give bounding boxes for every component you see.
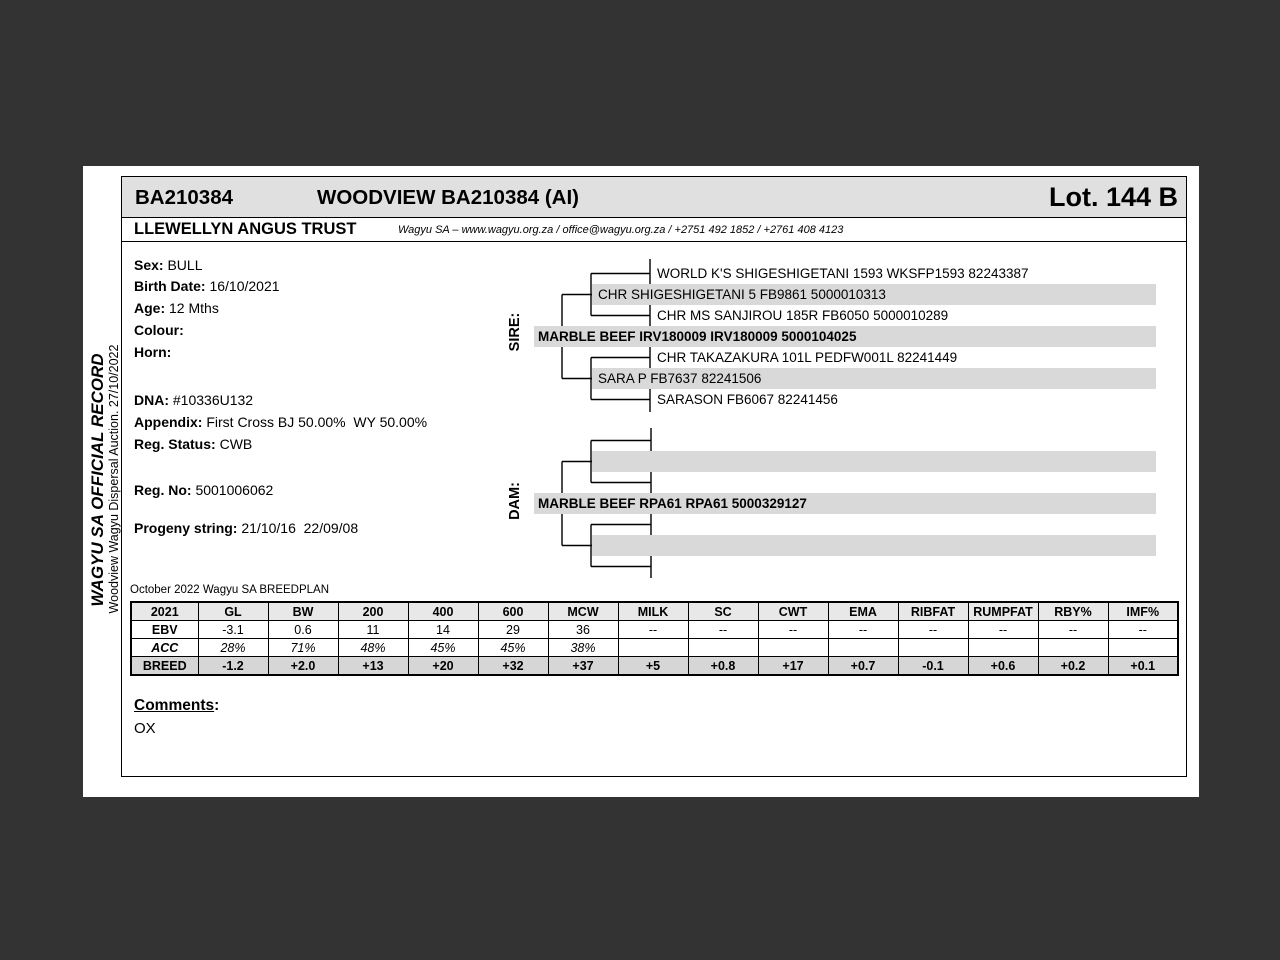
breedplan-row-label: EBV [131, 621, 198, 639]
society-contact-line: Wagyu SA – www.wagyu.org.za / office@wagyu.org.za / +2751 492 1852 / +2761 408 4123 [398, 224, 844, 236]
breedplan-col-header: BW [268, 602, 338, 621]
breedplan-value-cell: -- [828, 621, 898, 639]
detail-label: Appendix: [134, 414, 203, 430]
breedplan-value-cell: +2.0 [268, 657, 338, 676]
detail-value: 12 Mths [169, 300, 219, 316]
breedplan-col-header: RIBFAT [898, 602, 968, 621]
breedplan-value-cell: -- [898, 621, 968, 639]
detail-value: #10336U132 [172, 392, 254, 408]
breedplan-value-cell: +0.8 [688, 657, 758, 676]
breedplan-value-cell: +17 [758, 657, 828, 676]
detail-value: 21/10/16 22/09/08 [241, 520, 359, 536]
breedplan-value-cell [688, 639, 758, 657]
breedplan-value-cell: -- [968, 621, 1038, 639]
breedplan-col-header: IMF% [1108, 602, 1178, 621]
breedplan-row-label: ACC [131, 639, 198, 657]
breedplan-value-cell: +5 [618, 657, 688, 676]
breedplan-value-cell: 36 [548, 621, 618, 639]
breedplan-col-header: 200 [338, 602, 408, 621]
breedplan-value-cell: -- [688, 621, 758, 639]
pedigree-sire: MARBLE BEEF IRV180009 IRV180009 5000104025 [534, 326, 1156, 347]
breedplan-value-cell: -- [758, 621, 828, 639]
breedplan-table [130, 601, 1179, 676]
detail-label: Sex: [134, 257, 164, 273]
detail-value: 5001006062 [195, 482, 274, 498]
breedplan-value-cell: +0.2 [1038, 657, 1108, 676]
breedplan-col-header: 600 [478, 602, 548, 621]
breedplan-value-cell: 0.6 [268, 621, 338, 639]
breedplan-value-cell: 11 [338, 621, 408, 639]
breedplan-value-cell [1038, 639, 1108, 657]
official-record-vertical-title: WAGYU SA OFFICIAL RECORD [88, 353, 107, 607]
detail-label: Birth Date: [134, 278, 206, 294]
comments-heading-text: Comments [134, 697, 215, 714]
pedigree-sire-grandsire-dam: CHR MS SANJIROU 185R FB6050 5000010289 [657, 308, 949, 323]
animal-id: BA210384 [135, 186, 234, 209]
breedplan-col-header: EMA [828, 602, 898, 621]
breedplan-value-cell: +20 [408, 657, 478, 676]
breedplan-acc-row [131, 639, 1178, 657]
breedplan-col-header: GL [198, 602, 268, 621]
breedplan-value-cell: -1.2 [198, 657, 268, 676]
breedplan-value-cell [758, 639, 828, 657]
breedplan-value-cell: -3.1 [198, 621, 268, 639]
pedigree-sire-grandsire: CHR SHIGESHIGETANI 5 FB9861 5000010313 [592, 284, 1156, 305]
breedplan-value-cell: +32 [478, 657, 548, 676]
pedigree-dam: MARBLE BEEF RPA61 RPA61 5000329127 [534, 493, 1156, 514]
breedplan-ebv-row [131, 621, 1178, 639]
sire-section-label: SIRE: [507, 312, 523, 352]
breedplan-caption: October 2022 Wagyu SA BREEDPLAN [130, 584, 330, 596]
breedplan-value-cell: 45% [478, 639, 548, 657]
detail-label: Horn: [134, 344, 172, 360]
animal-name: WOODVIEW BA210384 (AI) [317, 186, 579, 209]
breedplan-value-cell: -- [1038, 621, 1108, 639]
breedplan-value-cell [968, 639, 1038, 657]
pedigree-sire-granddam: SARA P FB7637 82241506 [592, 368, 1156, 389]
breedplan-value-cell: 45% [408, 639, 478, 657]
breedplan-value-cell: 38% [548, 639, 618, 657]
pedigree-sire-grandsire-sire: WORLD K'S SHIGESHIGETANI 1593 WKSFP1593 82243387 [657, 266, 1029, 281]
pedigree-dam-granddam [592, 535, 1156, 556]
breedplan-col-header: MILK [618, 602, 688, 621]
breedplan-value-cell: 48% [338, 639, 408, 657]
breedplan-value-cell: -- [618, 621, 688, 639]
breedplan-col-header: CWT [758, 602, 828, 621]
record-page [83, 166, 1199, 797]
detail-label: DNA: [134, 392, 169, 408]
auction-vertical-subtitle: Woodview Wagyu Dispersal Auction. 27/10/2022 [107, 344, 121, 614]
detail-label: Reg. No: [134, 482, 192, 498]
breedplan-value-cell: +13 [338, 657, 408, 676]
breedplan-value-cell: 28% [198, 639, 268, 657]
dam-section-label: DAM: [507, 482, 523, 520]
detail-label: Age: [134, 300, 166, 316]
breedplan-value-cell: +0.6 [968, 657, 1038, 676]
owner-name: LLEWELLYN ANGUS TRUST [134, 220, 357, 238]
breedplan-value-cell [1108, 639, 1178, 657]
breedplan-value-cell: +0.7 [828, 657, 898, 676]
breedplan-col-header: MCW [548, 602, 618, 621]
breedplan-col-header: SC [688, 602, 758, 621]
record-border-box [121, 176, 1187, 777]
comments-value: OX [134, 720, 156, 737]
breedplan-value-cell: -0.1 [898, 657, 968, 676]
breedplan-value-cell [828, 639, 898, 657]
pedigree-sire-granddam-dam: SARASON FB6067 82241456 [657, 392, 838, 407]
breedplan-col-header: 400 [408, 602, 478, 621]
breedplan-value-cell: 29 [478, 621, 548, 639]
lot-number: Lot. 144 B [1048, 182, 1178, 212]
breedplan-value-cell: -- [1108, 621, 1178, 639]
breedplan-col-header: RBY% [1038, 602, 1108, 621]
detail-value: 16/10/2021 [209, 278, 280, 294]
breedplan-col-header: RUMPFAT [968, 602, 1038, 621]
pedigree-sire-granddam-sire: CHR TAKAZAKURA 101L PEDFW001L 82241449 [657, 350, 958, 365]
detail-value: BULL [167, 257, 203, 273]
pedigree-dam-grandsire [592, 451, 1156, 472]
detail-label: Colour: [134, 322, 184, 338]
breedplan-col-header: 2021 [131, 602, 198, 621]
breedplan-row-label: BREED [131, 657, 198, 676]
breedplan-value-cell: +37 [548, 657, 618, 676]
breedplan-value-cell [898, 639, 968, 657]
breedplan-value-cell: 14 [408, 621, 478, 639]
detail-value: CWB [219, 436, 253, 452]
breedplan-value-cell [618, 639, 688, 657]
detail-label: Progeny string: [134, 520, 238, 536]
detail-value: First Cross BJ 50.00% WY 50.00% [206, 414, 428, 430]
detail-label: Reg. Status: [134, 436, 216, 452]
breedplan-value-cell: 71% [268, 639, 338, 657]
breedplan-value-cell: +0.1 [1108, 657, 1178, 676]
comments-heading-colon: : [214, 697, 220, 714]
breedplan-breed-row [131, 657, 1178, 676]
breedplan-header-row [131, 602, 1178, 621]
